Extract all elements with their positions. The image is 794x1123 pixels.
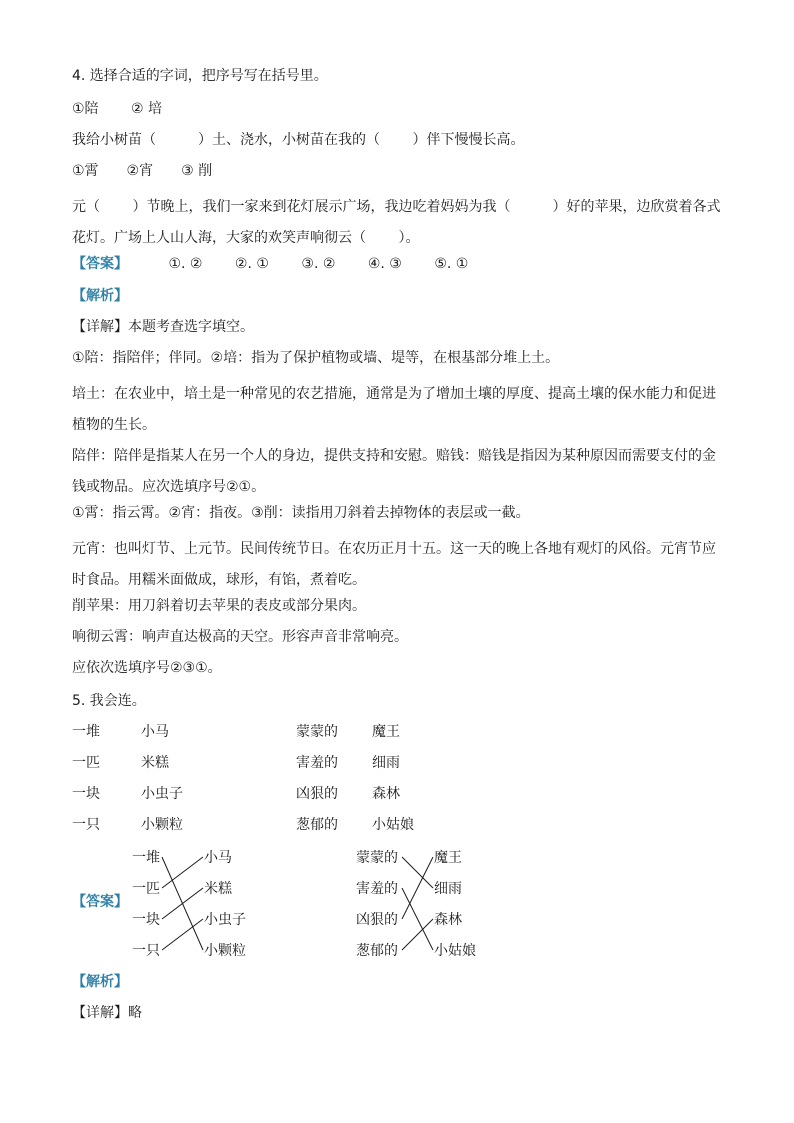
measure-word: 一堆 — [72, 724, 100, 740]
explain-line: ①陪：指陪伴；伴同。②培：指为了保护植物或墙、堤等，在根基部分堆上土。 — [72, 350, 560, 366]
left-match-line — [162, 888, 203, 919]
answer-item: ③. ② — [301, 256, 336, 272]
answer-item: ①. ② — [168, 256, 203, 272]
noun-word: 森林 — [434, 912, 462, 928]
measure-word: 一块 — [132, 912, 160, 928]
measure-word: 一匹 — [72, 755, 100, 771]
explain-line: ①霄：指云霄。②宵：指夜。③削：读指用刀斜着去掉物体的表层或一截。 — [72, 505, 530, 521]
right-match-line — [402, 888, 433, 950]
adjective-word: 凶狠的 — [296, 786, 338, 802]
explain-line: 响彻云霄：响声直达极高的天空。形容声音非常响亮。 — [72, 629, 408, 645]
adjective-word: 蒙蒙的 — [296, 724, 338, 740]
detail-intro: 本题考查选字填空。 — [128, 319, 254, 335]
noun-word: 细雨 — [434, 881, 462, 897]
adjective-word: 害羞的 — [296, 755, 338, 771]
adjective-word: 葱郁的 — [356, 943, 398, 959]
explain-line: 培土：在农业中，培土是一种常见的农艺措施，通常是为了增加土壤的厚度、提高土壤的保水能力和促进植物的生长。 — [72, 386, 716, 433]
right-match-line — [402, 857, 433, 888]
noun-word: 小姑娘 — [372, 817, 414, 833]
measure-word: 一块 — [72, 786, 100, 802]
noun-word: 魔王 — [372, 724, 400, 740]
detail-text: 略 — [128, 1005, 142, 1021]
measure-word: 一只 — [132, 943, 160, 959]
noun-word: 小姑娘 — [434, 943, 476, 959]
adjective-word: 葱郁的 — [296, 817, 338, 833]
left-match-group — [132, 850, 246, 959]
answer-item: ④. ③ — [367, 256, 402, 272]
left-match-line — [162, 919, 203, 950]
explain-line: 陪伴：陪伴是指某人在另一个人的身边，提供支持和安慰。赔钱：赔钱是指因为某种原因而需要支付的金钱或物品。应次选填序号②①。 — [72, 448, 716, 495]
right-match-line — [402, 857, 433, 919]
detail-tag: 【详解】 — [72, 1005, 128, 1021]
adjective-word: 凶狠的 — [356, 912, 398, 928]
q5-answer-tag: 【答案】 — [72, 894, 128, 910]
noun-word: 小虫子 — [141, 786, 183, 802]
q4-sentence1: 我给小树苗（ ）土、浇水，小树苗在我的（ ）伴下慢慢长高。 — [72, 132, 525, 148]
noun-word: 小马 — [204, 850, 232, 866]
noun-word: 小马 — [141, 724, 169, 740]
q5-title: 5. 我会连。 — [72, 693, 146, 709]
noun-word: 米糕 — [141, 755, 169, 771]
noun-word: 小颗粒 — [204, 943, 246, 959]
adjective-word: 蒙蒙的 — [356, 850, 398, 866]
measure-word: 一只 — [72, 817, 100, 833]
q4-options2: ①霄 ②宵 ③ 削 — [72, 163, 213, 179]
measure-word: 一匹 — [132, 881, 160, 897]
right-match-group — [356, 849, 476, 959]
detail-tag: 【详解】 — [72, 319, 128, 335]
noun-word: 细雨 — [372, 755, 400, 771]
match-lines — [162, 857, 433, 950]
measure-word: 一堆 — [132, 850, 160, 866]
q5-detail — [72, 1003, 142, 1023]
noun-word: 森林 — [372, 786, 400, 802]
explain-line: 应依次选填序号②③①。 — [72, 660, 222, 676]
right-match-line — [402, 919, 433, 950]
noun-word: 小颗粒 — [141, 817, 183, 833]
noun-word: 魔王 — [434, 850, 462, 866]
q4-options1: ①陪 ② 培 — [72, 101, 163, 117]
noun-word: 小虫子 — [204, 912, 246, 928]
analysis-tag: 【解析】 — [72, 288, 128, 304]
q4-sentence2: 元（ ）节晚上，我们一家来到花灯展示广场，我边吃着妈妈为我（ ）好的苹果，边欣赏着各式花灯。广场上人山人海，大家的欢笑声响彻云（ ）。 — [72, 199, 721, 246]
answer-item: ②. ① — [234, 256, 269, 272]
left-match-line — [162, 857, 203, 888]
answer-tag: 【答案】 — [72, 256, 128, 272]
explain-line: 元宵：也叫灯节、上元节。民间传统节日。在农历正月十五。这一天的晚上各地有观灯的风俗。元宵节应时食品。用糯米面做成，球形，有馅，煮着吃。 — [72, 541, 716, 588]
answer-item: ⑤. ① — [434, 256, 469, 272]
q5-analysis-tag: 【解析】 — [72, 974, 128, 990]
adjective-word: 害羞的 — [356, 881, 398, 897]
q4-title: 4. 选择合适的字词，把序号写在括号里。 — [72, 68, 328, 84]
noun-word: 米糕 — [204, 881, 232, 897]
explain-line: 削苹果：用刀斜着切去苹果的表皮或部分果肉。 — [72, 598, 366, 614]
